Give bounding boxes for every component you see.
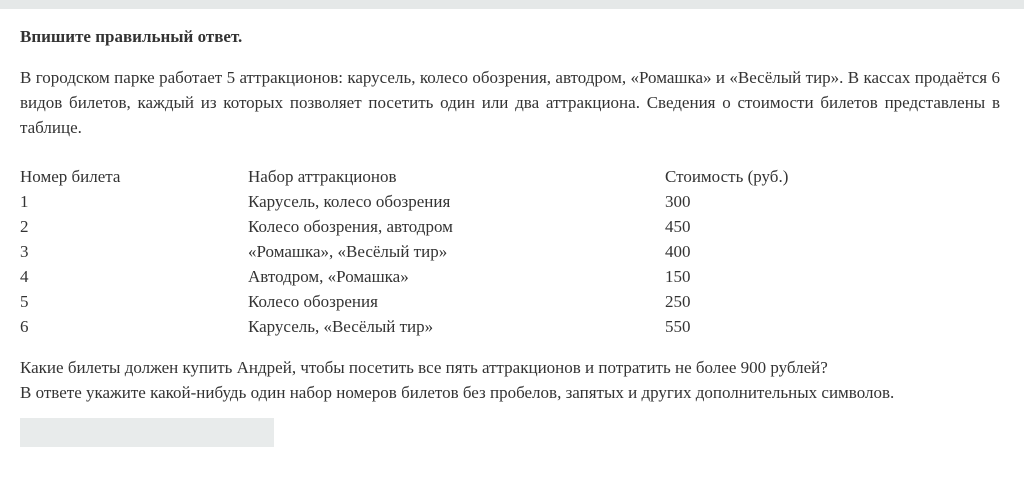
ticket-cost: 550 <box>665 317 691 336</box>
question-text <box>20 355 1000 405</box>
table-row <box>20 214 865 239</box>
ticket-set: Карусель, «Весёлый тир» <box>248 317 434 336</box>
task-container <box>20 24 1000 447</box>
ticket-number: 1 <box>20 192 29 211</box>
header-cost: Стоимость (руб.) <box>665 167 789 186</box>
ticket-cost: 450 <box>665 217 691 236</box>
top-bar <box>0 0 1024 9</box>
ticket-number: 6 <box>20 317 29 336</box>
ticket-set: Колесо обозрения <box>248 292 378 311</box>
ticket-set: «Ромашка», «Весёлый тир» <box>248 242 448 261</box>
question-line-1: Какие билеты должен купить Андрей, чтобы посетить все пять аттракционов и потратить не более 900 рублей? <box>20 358 828 377</box>
table-row <box>20 264 865 289</box>
ticket-cost: 250 <box>665 292 691 311</box>
ticket-number: 2 <box>20 217 29 236</box>
header-ticket-number: Номер билета <box>20 167 121 186</box>
table-row <box>20 189 865 214</box>
ticket-number: 4 <box>20 267 29 286</box>
ticket-number: 5 <box>20 292 29 311</box>
answer-input[interactable] <box>20 418 274 447</box>
ticket-set: Автодром, «Ромашка» <box>248 267 409 286</box>
ticket-cost: 150 <box>665 267 691 286</box>
header-attractions-set: Набор аттракционов <box>248 167 397 186</box>
task-text: В городском парке работает 5 аттракционов: карусель, колесо обозрения, автодром, «Ромашка» и «Весёлый тир». В кассах продаётся 6 видов билетов, каждый из которых позволяет посетить один или два аттракциона. Сведения о стоимости билетов представлены в таблице. <box>20 68 1000 137</box>
ticket-cost: 300 <box>665 192 691 211</box>
ticket-set: Колесо обозрения, автодром <box>248 217 453 236</box>
tickets-table <box>20 164 865 339</box>
ticket-cost: 400 <box>665 242 691 261</box>
question-line-2: В ответе укажите какой-нибудь один набор номеров билетов без пробелов, запятых и других дополнительных символов. <box>20 383 895 402</box>
table-row <box>20 289 865 314</box>
table-header-row <box>20 164 865 189</box>
table-row <box>20 314 865 339</box>
ticket-number: 3 <box>20 242 29 261</box>
ticket-set: Карусель, колесо обозрения <box>248 192 451 211</box>
instruction-heading: Впишите правильный ответ. <box>20 27 243 46</box>
table-row <box>20 239 865 264</box>
